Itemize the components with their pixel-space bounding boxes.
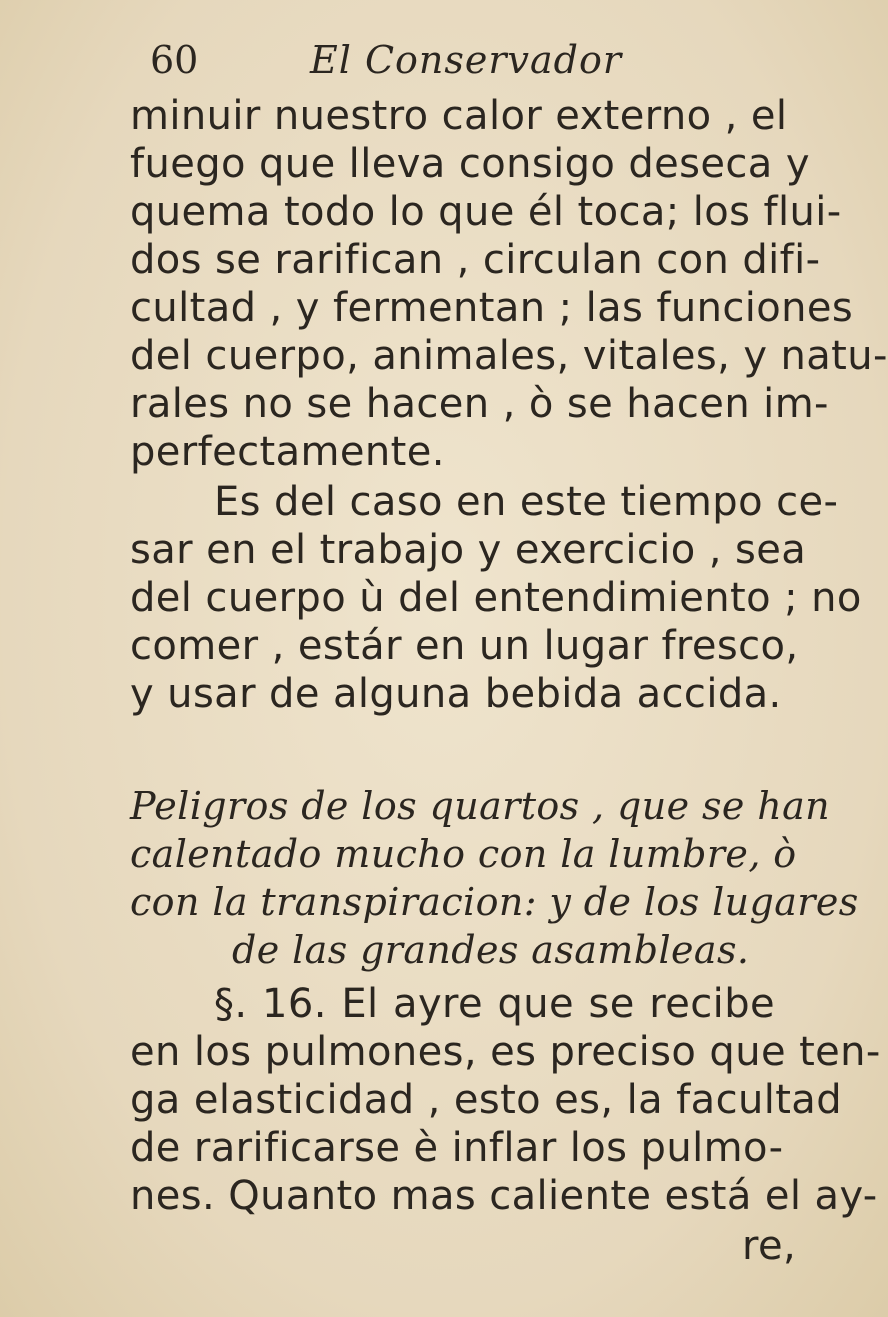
- paragraph-first-line: §. 16. El ayre que se recibe: [214, 981, 775, 1027]
- text-line: de rarificarse è inflar los pulmo-: [130, 1125, 784, 1171]
- text-line: del cuerpo, animales, vitales, y natu-: [130, 333, 888, 379]
- text-line: en los pulmones, es preciso que ten-: [130, 1029, 881, 1075]
- catchword: re,: [742, 1223, 797, 1269]
- text-line: perfectamente.: [130, 429, 445, 475]
- section-heading-line: calentado mucho con la lumbre, ò: [130, 832, 797, 876]
- text-line: rales no se hacen , ò se hacen im-: [130, 381, 829, 427]
- text-line: dos se rarifican , circulan con difi-: [130, 237, 821, 283]
- text-line: nes. Quanto mas caliente está el ay-: [130, 1173, 878, 1219]
- text-line: del cuerpo ù del entendimiento ; no: [130, 575, 862, 621]
- text-line: fuego que lleva consigo deseca y: [130, 141, 810, 187]
- text-line: y usar de alguna bebida accida.: [130, 671, 782, 717]
- page-number: 60: [150, 38, 199, 82]
- text-line: comer , estár en un lugar fresco,: [130, 623, 799, 669]
- running-title: El Conservador: [310, 38, 623, 82]
- section-heading-line: de las grandes asambleas.: [232, 928, 750, 972]
- section-heading-line: con la transpiracion: y de los lugares: [130, 880, 859, 924]
- section-heading-line: Peligros de los quartos , que se han: [130, 784, 831, 828]
- text-line: sar en el trabajo y exercicio , sea: [130, 527, 807, 573]
- text-line: quema todo lo que él toca; los flui-: [130, 189, 842, 235]
- text-line: cultad , y fermentan ; las funciones: [130, 285, 854, 331]
- page-header: [150, 38, 770, 88]
- text-line: minuir nuestro calor externo , el: [130, 93, 788, 139]
- paragraph-first-line: Es del caso en este tiempo ce-: [214, 479, 839, 525]
- text-line: ga elasticidad , esto es, la facultad: [130, 1077, 843, 1123]
